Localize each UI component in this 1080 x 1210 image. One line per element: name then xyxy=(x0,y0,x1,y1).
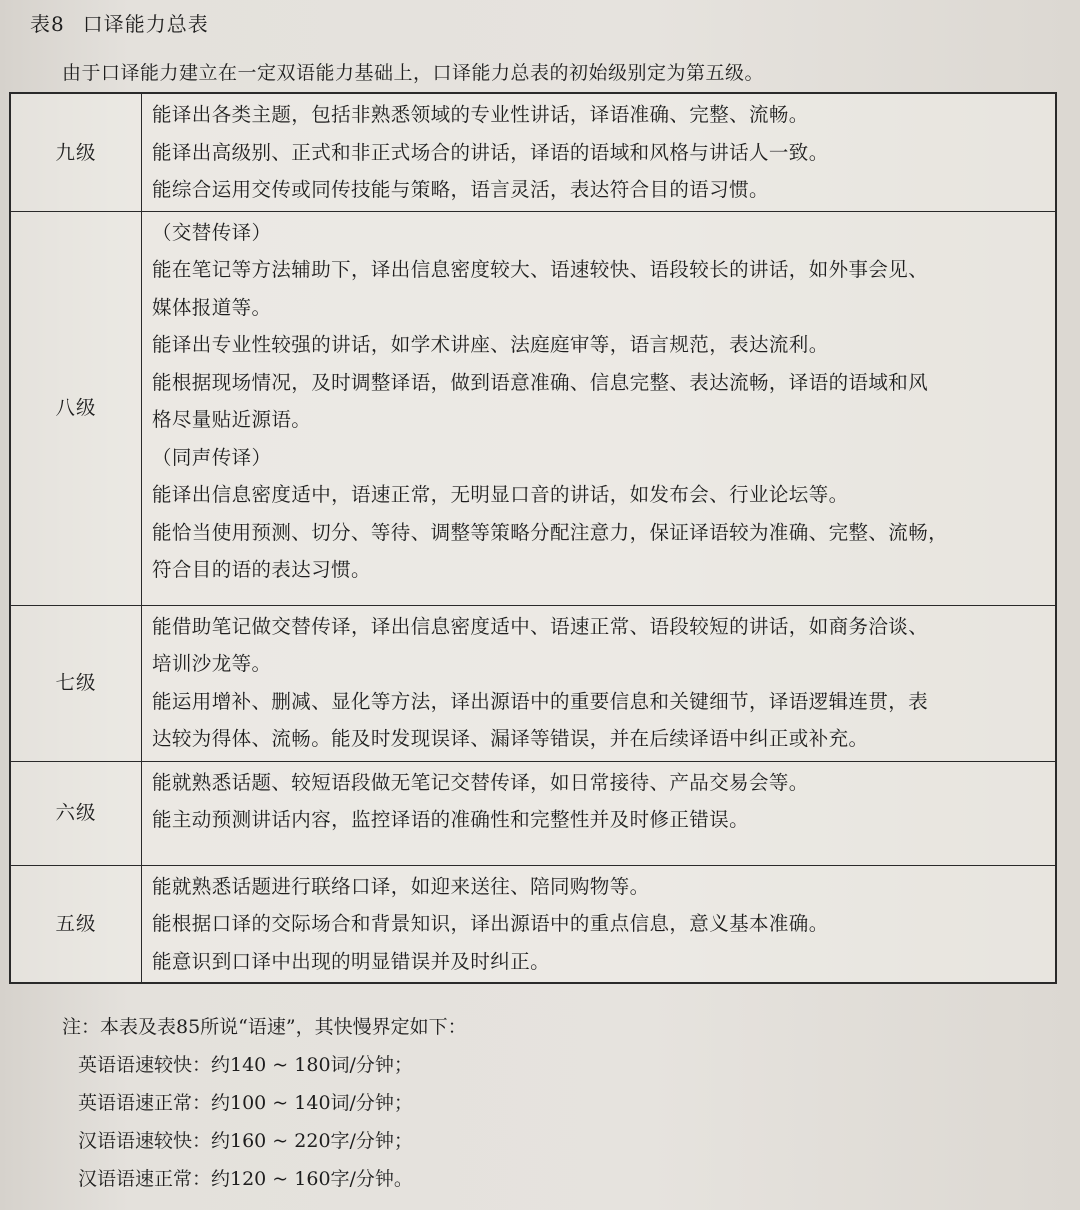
level-cell: 七级 xyxy=(10,605,142,761)
notes-list xyxy=(62,1046,467,1198)
description-line: 能就熟悉话题、较短语段做无笔记交替传译，如日常接待、产品交易会等。 xyxy=(152,770,809,794)
intro-paragraph: 由于口译能力建立在一定双语能力基础上，口译能力总表的初始级别定为第五级。 xyxy=(62,62,765,84)
description-line: 能综合运用交传或同传技能与策略，语言灵活，表达符合目的语习惯。 xyxy=(152,178,769,201)
note-item: 英语语速正常：约100 ~ 140词/分钟； xyxy=(78,1092,413,1114)
description-line: 能在笔记等方法辅助下，译出信息密度较大、语速较快、语段较长的讲话，如外事会见、 xyxy=(152,258,929,281)
description-line: 能译出信息密度适中，语速正常，无明显口音的讲话，如发布会、行业论坛等。 xyxy=(152,483,849,506)
notes-section xyxy=(62,1008,467,1198)
description-line: 能借助笔记做交替传译，译出信息密度适中、语速正常、语段较短的讲话，如商务洽谈、 xyxy=(152,614,929,638)
description-line: 培训沙龙等。 xyxy=(152,652,272,675)
description-line: 能译出高级别、正式和非正式场合的讲话，译语的语域和风格与讲话人一致。 xyxy=(152,140,829,164)
description-cell xyxy=(142,761,1057,865)
description-line: （同声传译） xyxy=(152,445,272,469)
description-line: 能就熟悉话题进行联络口译，如迎来送往、陪同购物等。 xyxy=(152,874,650,898)
description-line: 能运用增补、删减、显化等方法，译出源语中的重要信息和关键细节，译语逻辑连贯，表 xyxy=(152,689,929,713)
description-line: 符合目的语的表达习惯。 xyxy=(152,558,371,581)
table-caption xyxy=(30,8,209,37)
table-row xyxy=(10,605,1056,761)
notes-heading: 注：本表及表85所说“语速”，其快慢界定如下： xyxy=(62,1016,467,1038)
description-cell xyxy=(142,605,1057,761)
level-cell: 九级 xyxy=(10,93,142,211)
note-item: 英语语速较快：约140 ~ 180词/分钟； xyxy=(78,1054,413,1076)
interpreting-ability-table xyxy=(9,92,1057,984)
description-line: 能恰当使用预测、切分、等待、调整等策略分配注意力，保证译语较为准确、完整、流畅， xyxy=(152,520,949,544)
description-line: 达较为得体、流畅。能及时发现误译、漏译等错误，并在后续译语中纠正或补充。 xyxy=(152,727,869,750)
table-row xyxy=(10,211,1056,605)
description-cell xyxy=(142,865,1057,983)
description-line: 能根据现场情况，及时调整译语，做到语意准确、信息完整、表达流畅，译语的语域和风 xyxy=(152,370,929,394)
note-item: 汉语语速正常：约120 ~ 160字/分钟。 xyxy=(78,1168,413,1190)
description-line: 能根据口译的交际场合和背景知识，译出源语中的重点信息，意义基本准确。 xyxy=(152,912,829,935)
description-line: （交替传译） xyxy=(152,220,272,244)
description-line: 能主动预测讲话内容，监控译语的准确性和完整性并及时修正错误。 xyxy=(152,808,750,831)
note-item: 汉语语速较快：约160 ~ 220字/分钟； xyxy=(78,1130,413,1152)
description-line: 能译出各类主题，包括非熟悉领域的专业性讲话，译语准确、完整、流畅。 xyxy=(152,103,809,126)
description-line: 能意识到口译中出现的明显错误并及时纠正。 xyxy=(152,949,551,973)
description-cell xyxy=(142,93,1057,211)
description-line: 格尽量贴近源语。 xyxy=(152,408,312,431)
level-cell: 八级 xyxy=(10,211,142,605)
level-cell: 五级 xyxy=(10,865,142,983)
table-row xyxy=(10,93,1056,211)
description-line: 媒体报道等。 xyxy=(152,295,272,319)
level-cell: 六级 xyxy=(10,761,142,865)
table-number: 表8 xyxy=(30,12,65,36)
description-line: 能译出专业性较强的讲话，如学术讲座、法庭庭审等，语言规范，表达流利。 xyxy=(152,333,829,356)
table-row xyxy=(10,865,1056,983)
table-row xyxy=(10,761,1056,865)
description-cell xyxy=(142,211,1057,605)
table-title: 口译能力总表 xyxy=(82,12,209,36)
table-body xyxy=(10,93,1056,983)
